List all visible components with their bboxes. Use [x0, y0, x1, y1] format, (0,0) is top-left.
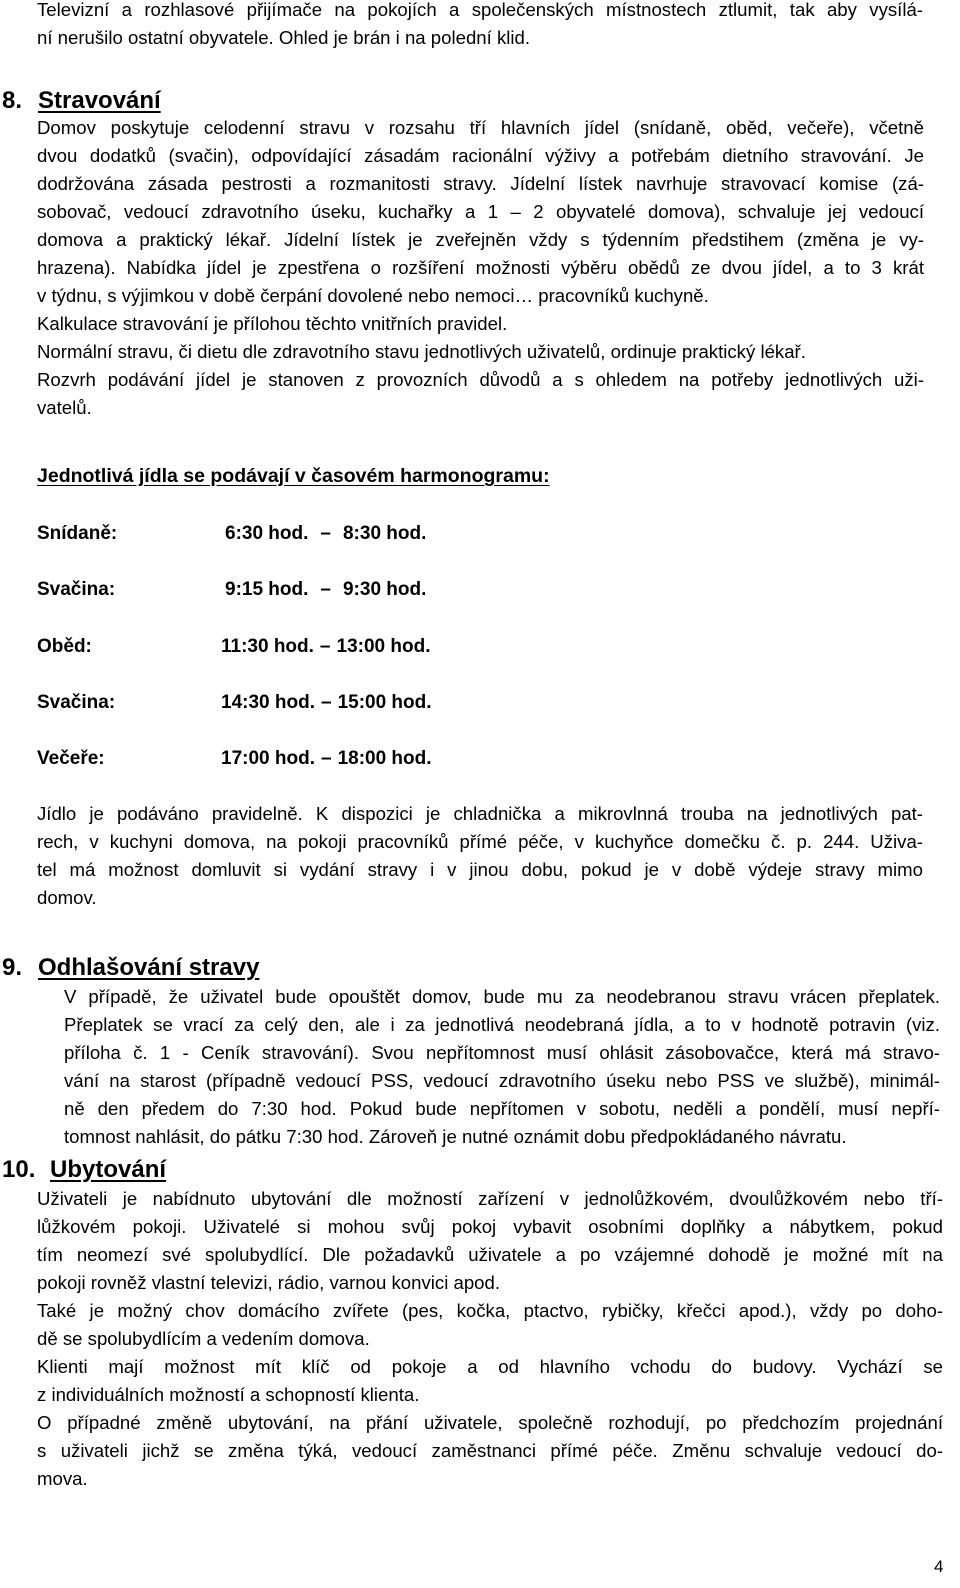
time-dash: –: [320, 523, 331, 544]
time-from: 17:00 hod.: [221, 748, 315, 769]
time-to: 8:30 hod.: [342, 523, 427, 544]
text-line: příloha č. 1 - Ceník stravování). Svou nepřítomnost musí ohlásit zásobovačce, která má stravo-: [64, 1042, 940, 1063]
text-line: lůžkovém pokoji. Uživatelé si mohou svůj pokoj vybavit osobními doplňky a nábytkem, pokud: [37, 1216, 943, 1237]
meal-name: Svačina:: [37, 692, 116, 713]
text-line: tím neomezí své spolubydlící. Dle požadavků uživatele a po vzájemné dohodě je možné mít na: [37, 1244, 943, 1265]
meal-name: Večeře:: [37, 748, 105, 769]
meal-time: [225, 576, 426, 604]
time-dash: –: [320, 579, 331, 600]
text-line: tel má možnost domluvit si vydání stravy i v jinou dobu, pokud je v době výdeje stravy mimo: [37, 859, 923, 880]
text-line: Kalkulace stravování je přílohou těchto vnitřních pravidel.: [37, 313, 508, 334]
section-8-after-paragraph: [37, 800, 923, 912]
time-to: 18:00 hod.: [337, 748, 432, 769]
text-line: vání na starost (případně vedoucí PSS, vedoucí zdravotního úseku nebo PSS ve službě), minimál-: [64, 1070, 940, 1091]
text-line: O případné změně ubytování, na přání uživatele, společně rozhodují, po předchozím projednání: [37, 1412, 943, 1433]
text-line: dě se spolubydlícím a vedením domova.: [37, 1328, 370, 1349]
text-line: domova a praktický lékař. Jídelní lístek je zveřejněn vždy s týdenním předstihem (změna je vy-: [37, 229, 924, 250]
time-dash: –: [319, 636, 331, 657]
meal-time: [221, 745, 432, 773]
meal-time: [221, 633, 430, 661]
meal-name: Svačina:: [37, 579, 116, 600]
text-line: hrazena). Nabídka jídel je zpestřena o rozšíření možnosti výběru obědů ze dvou jídel, a to 3 krát: [37, 257, 924, 278]
schedule-heading: Jednotlivá jídla se podávají v časovém harmonogramu:: [37, 465, 550, 487]
section-10-title: Ubytování: [50, 1156, 167, 1183]
time-to: 15:00 hod.: [337, 692, 432, 713]
text-line: Televizní a rozhlasové přijímače na pokojích a společenských místnostech ztlumit, tak aby vysílá-: [37, 0, 923, 20]
text-line: Jídlo je podáváno pravidelně. K dispozici je chladnička a mikrovlnná trouba na jednotlivých pat-: [37, 803, 923, 824]
text-line: sobovač, vedoucí zdravotního úseku, kuchařky a 1 – 2 obyvatelé domova), schvaluje jej vedoucí: [37, 201, 924, 222]
section-10-number: 10.: [2, 1156, 36, 1183]
section-9-paragraph: [64, 983, 940, 1151]
text-line: ně den předem do 7:30 hod. Pokud bude nepřítomen v sobotu, neděli a pondělí, musí nepří-: [64, 1098, 940, 1119]
text-line: rech, v kuchyni domova, na pokoji pracovníků přímé péče, v kuchyňce domečku č. p. 244. Uživa-: [37, 831, 923, 852]
text-line: v týdnu, s výjimkou v době čerpání dovolené nebo nemoci… pracovníků kuchyně.: [37, 285, 709, 306]
section-10-heading: [2, 1155, 166, 1185]
text-line: tomnost nahlásit, do pátku 7:30 hod. Zároveň je nutné oznámit dobu předpokládaného návratu.: [64, 1126, 847, 1147]
text-line: pokoji rovněž vlastní televizi, rádio, varnou konvici apod.: [37, 1272, 501, 1293]
meal-time: [221, 689, 432, 717]
text-line: z individuálních možností a schopností klienta.: [37, 1384, 420, 1405]
text-line: ní nerušilo ostatní obyvatele. Ohled je brán i na polední klid.: [37, 27, 531, 48]
page-number: 4: [934, 1557, 944, 1576]
time-from: 6:30 hod.: [225, 523, 309, 544]
intro-paragraph: [37, 0, 923, 52]
section-9-heading: [2, 953, 259, 983]
time-dash: –: [320, 748, 332, 769]
text-line: Domov poskytuje celodenní stravu v rozsahu tří hlavních jídel (snídaně, oběd, večeře), včetně: [37, 117, 924, 138]
meal-time: [225, 520, 426, 548]
section-9-title: Odhlašování stravy: [38, 954, 260, 981]
text-line: Přeplatek se vrací za celý den, ale i za jednotlivá neodebraná jídla, a to v hodnotě potravin (viz.: [64, 1014, 940, 1035]
section-8-heading: [2, 86, 161, 116]
text-line: Také je možný chov domácího zvířete (pes, kočka, ptactvo, rybičky, křečci apod.), vždy po doho-: [37, 1300, 943, 1321]
text-line: Uživateli je nabídnuto ubytování dle možností zařízení v jednolůžkovém, dvoulůžkovém nebo tří-: [37, 1188, 943, 1209]
time-to: 9:30 hod.: [342, 579, 427, 600]
text-line: Klienti mají možnost mít klíč od pokoje a od hlavního vchodu do budovy. Vychází se: [37, 1356, 943, 1377]
meal-name: Snídaně:: [37, 523, 118, 544]
section-8-title: Stravování: [38, 87, 161, 114]
text-line: V případě, že uživatel bude opouštět domov, bude mu za neodebranou stravu vrácen přeplatek.: [64, 986, 940, 1007]
text-line: domov.: [37, 887, 97, 908]
section-8-number: 8.: [2, 87, 23, 114]
text-line: Normální stravu, či dietu dle zdravotního stavu jednotlivých uživatelů, ordinuje praktický lékař.: [37, 341, 806, 362]
text-line: dvou dodatků (svačin), odpovídající zásadám racionální výživy a potřebám dietního stravování. Je: [37, 145, 924, 166]
meal-name: Oběd:: [37, 636, 92, 657]
text-line: mova.: [37, 1468, 88, 1489]
time-dash: –: [320, 692, 332, 713]
section-9-number: 9.: [2, 954, 23, 981]
text-line: Rozvrh podávání jídel je stanoven z provozních důvodů a s ohledem na potřeby jednotlivých uži-: [37, 369, 924, 390]
text-line: s uživateli jichž se změna týká, vedoucí zaměstnanci přímé péče. Změnu schvaluje vedoucí do-: [37, 1440, 943, 1461]
text-line: vatelů.: [37, 397, 92, 418]
time-from: 11:30 hod.: [221, 636, 314, 657]
time-from: 9:15 hod.: [225, 579, 309, 600]
time-to: 13:00 hod.: [336, 636, 431, 657]
section-8-paragraph: [37, 114, 924, 422]
text-line: dodržována zásada pestrosti a rozmanitosti stravy. Jídelní lístek navrhuje stravovací komise (zá-: [37, 173, 924, 194]
section-10-paragraph: [37, 1185, 943, 1493]
time-from: 14:30 hod.: [221, 692, 315, 713]
